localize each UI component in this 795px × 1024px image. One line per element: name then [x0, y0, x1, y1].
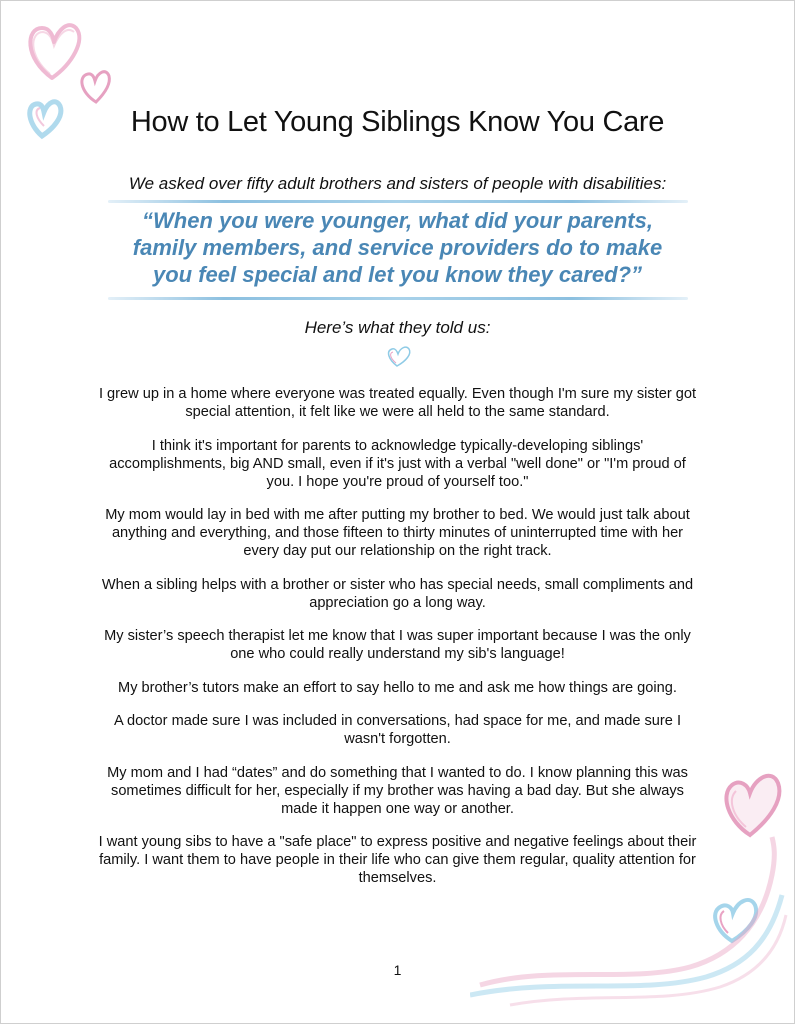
quote-item: A doctor made sure I was included in conversations, had space for me, and made sure I wasn't forgotten. [113, 713, 682, 747]
quote-item: When a sibling helps with a brother or sister who has special needs, small compliments and appreciation go a long way. [101, 576, 694, 611]
heart-icon [726, 776, 779, 835]
heart-icon [715, 900, 756, 941]
intro-text: We asked over fifty adult brothers and sisters of people with disabilities: [128, 174, 667, 193]
top-divider [108, 200, 688, 203]
question-line: family members, and service providers do to make [132, 235, 663, 260]
quote-item: I grew up in a home where everyone was treated equally. Even though I'm sure my sister got special attention, it felt like we were all held to the same standard. [98, 386, 697, 420]
quote-item: I want young sibs to have a "safe place" to express positive and negative feelings about their family. I want them to have people in their life who can give them regular, quality attention for themselves. [98, 834, 697, 886]
quote-item: My mom would lay in bed with me after putting my brother to bed. We would just talk about anything and everything, and those fifteen to thirty minutes of uninterrupted time with her every day put our relationship on the right track. [105, 507, 690, 559]
told-us-text: Here’s what they told us: [304, 318, 491, 337]
heart-icon [30, 25, 79, 78]
bottom-divider [108, 297, 688, 300]
question-line: “When you were younger, what did your parents, [142, 208, 653, 233]
question-line: you feel special and let you know they cared?” [152, 262, 643, 287]
heart-icon [384, 343, 414, 369]
heart-icon [82, 72, 109, 102]
page-title: How to Let Young Siblings Know You Care [130, 106, 665, 138]
quote-item: I think it's important for parents to acknowledge typically-developing siblings' accomplishments, big AND small, even if it's just with a verbal "well done" or "I'm proud of you. I hope you're proud of yourself too." [109, 437, 686, 490]
quote-item: My brother’s tutors make an effort to say hello to me and ask me how things are going. [118, 679, 677, 696]
question-text [0, 207, 795, 288]
quote-item: My sister’s speech therapist let me know that I was super important because I was the only one who could really understand my sib's language! [104, 628, 691, 662]
page-number: 1 [393, 962, 402, 978]
quote-item: My mom and I had “dates” and do something that I wanted to do. I know planning this was sometimes difficult for her, especially if my brother was having a bad day. But she always made it happen one way or another. [107, 764, 688, 817]
